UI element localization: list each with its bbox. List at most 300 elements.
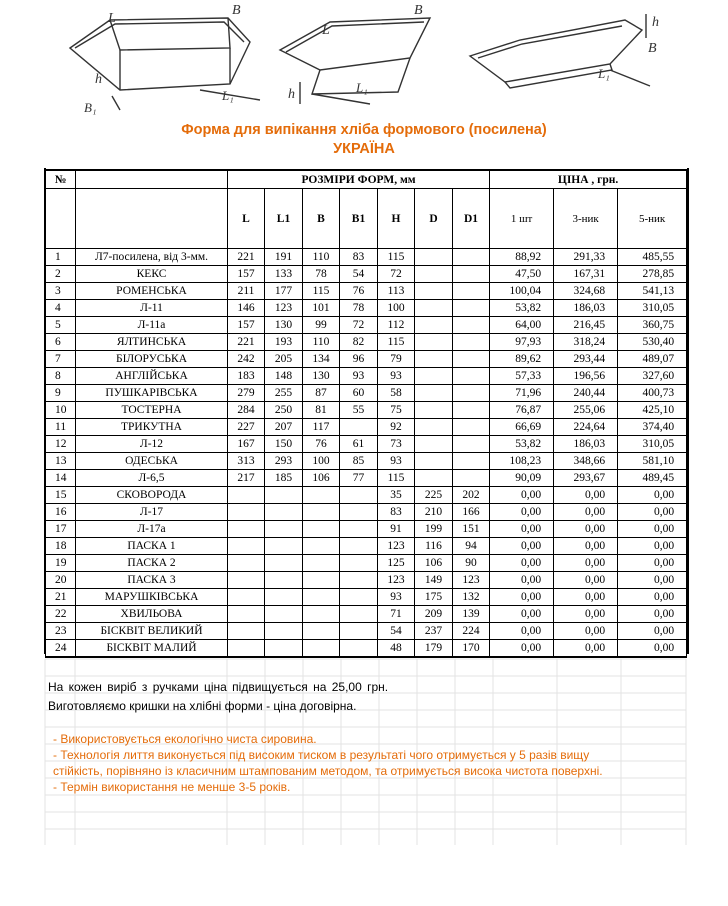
cell-B1 — [340, 572, 378, 589]
cell-B — [303, 555, 340, 572]
cell-B1 — [340, 419, 378, 436]
table-row — [46, 300, 687, 317]
cell-D — [415, 317, 453, 334]
cell-B: 87 — [303, 385, 340, 402]
cell-L — [228, 504, 265, 521]
features-list — [53, 731, 693, 795]
cell-D: 237 — [415, 623, 453, 640]
cell-name: ЯЛТИНСЬКА — [76, 334, 228, 351]
cell-p1: 88,92 — [490, 249, 554, 266]
table-row — [46, 504, 687, 521]
cell-D — [415, 402, 453, 419]
cell-n: 19 — [46, 555, 76, 572]
cell-B1: 54 — [340, 266, 378, 283]
cell-p3: 240,44 — [554, 385, 618, 402]
cell-B1: 55 — [340, 402, 378, 419]
cell-L: 157 — [228, 317, 265, 334]
feature-item: - Використовується екологічно чиста сировина. — [53, 732, 317, 746]
cell-D — [415, 334, 453, 351]
cell-L: 211 — [228, 283, 265, 300]
cell-p3: 348,66 — [554, 453, 618, 470]
cell-B: 100 — [303, 453, 340, 470]
table-row — [46, 419, 687, 436]
cell-H: 71 — [378, 606, 415, 623]
cell-D1 — [453, 266, 490, 283]
cell-name: АНГЛІЙСЬКА — [76, 368, 228, 385]
cell-L — [228, 572, 265, 589]
cell-L: 242 — [228, 351, 265, 368]
cell-n: 11 — [46, 419, 76, 436]
cell-B: 106 — [303, 470, 340, 487]
table-row — [46, 623, 687, 640]
cell-B1 — [340, 487, 378, 504]
cell-H: 112 — [378, 317, 415, 334]
cell-p5: 0,00 — [618, 504, 687, 521]
cell-D1 — [453, 368, 490, 385]
cell-p5: 0,00 — [618, 606, 687, 623]
cell-p1: 97,93 — [490, 334, 554, 351]
cell-L: 146 — [228, 300, 265, 317]
cell-H: 113 — [378, 283, 415, 300]
cell-D1 — [453, 351, 490, 368]
cell-name: ТОСТЕРНА — [76, 402, 228, 419]
cell-H: 91 — [378, 521, 415, 538]
table-row — [46, 402, 687, 419]
cell-B1: 82 — [340, 334, 378, 351]
cell-D — [415, 351, 453, 368]
cell-D — [415, 385, 453, 402]
cell-B1 — [340, 504, 378, 521]
cell-D1 — [453, 249, 490, 266]
cell-B: 117 — [303, 419, 340, 436]
cell-D1 — [453, 334, 490, 351]
cell-n: 3 — [46, 283, 76, 300]
cell-p1: 0,00 — [490, 589, 554, 606]
table-row — [46, 572, 687, 589]
cell-p5: 485,55 — [618, 249, 687, 266]
cell-p5: 0,00 — [618, 521, 687, 538]
cell-L: 183 — [228, 368, 265, 385]
header-price-5: 5-ник — [618, 189, 687, 249]
cell-B1: 83 — [340, 249, 378, 266]
cell-L: 279 — [228, 385, 265, 402]
cell-H: 72 — [378, 266, 415, 283]
table-row — [46, 249, 687, 266]
cell-p3: 186,03 — [554, 436, 618, 453]
cell-p3: 291,33 — [554, 249, 618, 266]
table-row — [46, 470, 687, 487]
cell-p3: 255,06 — [554, 402, 618, 419]
cell-H: 35 — [378, 487, 415, 504]
cell-n: 21 — [46, 589, 76, 606]
cell-D: 116 — [415, 538, 453, 555]
cell-B1: 72 — [340, 317, 378, 334]
svg-text:L₁: L₁ — [222, 88, 234, 103]
cell-n: 6 — [46, 334, 76, 351]
table-row — [46, 283, 687, 300]
cell-D: 149 — [415, 572, 453, 589]
cell-p3: 0,00 — [554, 606, 618, 623]
cell-p1: 108,23 — [490, 453, 554, 470]
cell-D — [415, 453, 453, 470]
table-row — [46, 589, 687, 606]
cell-n: 13 — [46, 453, 76, 470]
cell-D: 209 — [415, 606, 453, 623]
svg-text:B₁: B₁ — [84, 100, 97, 115]
cell-H: 115 — [378, 249, 415, 266]
cell-H: 115 — [378, 470, 415, 487]
cell-name: ОДЕСЬКА — [76, 453, 228, 470]
svg-text:L₁: L₁ — [356, 80, 368, 95]
cell-n: 17 — [46, 521, 76, 538]
header-col-B: B — [303, 189, 340, 249]
cell-L1 — [265, 504, 303, 521]
cell-L1: 293 — [265, 453, 303, 470]
cell-p3: 293,44 — [554, 351, 618, 368]
header-no-sub — [46, 189, 76, 249]
cell-L1 — [265, 606, 303, 623]
cell-name: Л-17а — [76, 521, 228, 538]
header-col-L: L — [228, 189, 265, 249]
cell-p1: 0,00 — [490, 572, 554, 589]
cell-name: ХВИЛЬОВА — [76, 606, 228, 623]
header-col-H: H — [378, 189, 415, 249]
header-col-B1: B1 — [340, 189, 378, 249]
cell-name: МАРУШКІВСЬКА — [76, 589, 228, 606]
cell-D — [415, 436, 453, 453]
cell-H: 54 — [378, 623, 415, 640]
cell-n: 10 — [46, 402, 76, 419]
header-price-1: 1 шт — [490, 189, 554, 249]
cell-p5: 0,00 — [618, 572, 687, 589]
svg-text:B: B — [232, 3, 241, 18]
cell-name: СКОВОРОДА — [76, 487, 228, 504]
cell-D — [415, 300, 453, 317]
table-row — [46, 368, 687, 385]
cell-L: 157 — [228, 266, 265, 283]
cell-L1 — [265, 487, 303, 504]
cell-p1: 100,04 — [490, 283, 554, 300]
cell-p5: 0,00 — [618, 538, 687, 555]
cell-B1 — [340, 521, 378, 538]
cell-p5: 310,05 — [618, 436, 687, 453]
cell-D1: 94 — [453, 538, 490, 555]
cell-L: 217 — [228, 470, 265, 487]
cell-H: 93 — [378, 453, 415, 470]
cell-D1: 90 — [453, 555, 490, 572]
svg-text:L: L — [322, 23, 330, 38]
cell-p3: 0,00 — [554, 623, 618, 640]
cell-name: ПАСКА 1 — [76, 538, 228, 555]
cell-B — [303, 640, 340, 658]
cell-name: Л-17 — [76, 504, 228, 521]
cell-L1 — [265, 640, 303, 658]
cell-D1: 166 — [453, 504, 490, 521]
cell-D1: 123 — [453, 572, 490, 589]
cell-H: 100 — [378, 300, 415, 317]
svg-text:h: h — [95, 72, 102, 87]
cell-B1: 76 — [340, 283, 378, 300]
cell-name: Л7-посилена, від 3-мм. — [76, 249, 228, 266]
table-row — [46, 555, 687, 572]
feature-item: - Технологія лиття виконується під високим тиском в результаті чого отримується у 5 разів вищу — [53, 748, 590, 762]
cell-name: ПАСКА 2 — [76, 555, 228, 572]
cell-B — [303, 521, 340, 538]
cell-n: 4 — [46, 300, 76, 317]
cell-D1 — [453, 453, 490, 470]
table-row — [46, 487, 687, 504]
cell-L — [228, 623, 265, 640]
cell-L1: 130 — [265, 317, 303, 334]
cell-L — [228, 487, 265, 504]
cell-n: 14 — [46, 470, 76, 487]
cell-p5: 0,00 — [618, 640, 687, 658]
cell-B: 81 — [303, 402, 340, 419]
cell-p3: 293,67 — [554, 470, 618, 487]
table-row — [46, 385, 687, 402]
cell-L — [228, 640, 265, 658]
cell-name: КЕКС — [76, 266, 228, 283]
cell-L: 284 — [228, 402, 265, 419]
header-col-L1: L1 — [265, 189, 303, 249]
table-row — [46, 521, 687, 538]
cell-L1: 255 — [265, 385, 303, 402]
svg-text:h: h — [652, 15, 659, 30]
cell-L1 — [265, 555, 303, 572]
cell-L1 — [265, 589, 303, 606]
cell-p3: 0,00 — [554, 504, 618, 521]
cell-n: 24 — [46, 640, 76, 658]
cell-n: 20 — [46, 572, 76, 589]
cell-p1: 0,00 — [490, 487, 554, 504]
cell-B1 — [340, 555, 378, 572]
header-name-sub — [76, 189, 228, 249]
cell-n: 15 — [46, 487, 76, 504]
cell-p3: 318,24 — [554, 334, 618, 351]
cell-L1: 205 — [265, 351, 303, 368]
cell-L: 221 — [228, 249, 265, 266]
cell-L: 313 — [228, 453, 265, 470]
cell-n: 22 — [46, 606, 76, 623]
cell-L1: 191 — [265, 249, 303, 266]
cell-H: 125 — [378, 555, 415, 572]
feature-item: стійкість, порівняно із класичним штампованим методом, та отримується висока чистота поверхні. — [53, 764, 603, 778]
cell-name: Л-6,5 — [76, 470, 228, 487]
cell-p1: 57,33 — [490, 368, 554, 385]
cell-H: 73 — [378, 436, 415, 453]
cell-p1: 0,00 — [490, 640, 554, 658]
cell-p3: 0,00 — [554, 640, 618, 658]
cell-p3: 0,00 — [554, 589, 618, 606]
cell-name: БІСКВІТ ВЕЛИКИЙ — [76, 623, 228, 640]
table-header-row-2 — [46, 189, 687, 249]
cell-H: 75 — [378, 402, 415, 419]
cell-p5: 374,40 — [618, 419, 687, 436]
cell-p5: 0,00 — [618, 589, 687, 606]
cell-p3: 186,03 — [554, 300, 618, 317]
cell-D — [415, 368, 453, 385]
cell-name: ТРИКУТНА — [76, 419, 228, 436]
cell-p1: 89,62 — [490, 351, 554, 368]
cell-H: 58 — [378, 385, 415, 402]
cell-p3: 0,00 — [554, 538, 618, 555]
cell-p1: 71,96 — [490, 385, 554, 402]
cell-D1 — [453, 402, 490, 419]
cell-B: 110 — [303, 334, 340, 351]
cell-B1 — [340, 640, 378, 658]
cell-p3: 196,56 — [554, 368, 618, 385]
cell-B — [303, 606, 340, 623]
cell-name: Л-11а — [76, 317, 228, 334]
cell-L1: 148 — [265, 368, 303, 385]
cell-p5: 0,00 — [618, 555, 687, 572]
cell-D: 210 — [415, 504, 453, 521]
cell-L — [228, 555, 265, 572]
cell-p3: 224,64 — [554, 419, 618, 436]
cell-B — [303, 572, 340, 589]
cell-L — [228, 589, 265, 606]
cell-B: 110 — [303, 249, 340, 266]
cell-p5: 425,10 — [618, 402, 687, 419]
cell-H: 79 — [378, 351, 415, 368]
cell-D1 — [453, 300, 490, 317]
svg-text:h: h — [288, 87, 295, 102]
cell-L1: 250 — [265, 402, 303, 419]
cell-p5: 278,85 — [618, 266, 687, 283]
cell-p1: 66,69 — [490, 419, 554, 436]
cell-B1 — [340, 538, 378, 555]
page-subtitle-country: УКРАЇНА — [333, 141, 395, 157]
page-title: Форма для випікання хліба формового (посилена) — [181, 122, 547, 138]
cell-n: 2 — [46, 266, 76, 283]
cell-L1 — [265, 521, 303, 538]
cell-B1: 96 — [340, 351, 378, 368]
svg-text:B: B — [648, 41, 657, 56]
cell-H: 123 — [378, 538, 415, 555]
cell-B1: 93 — [340, 368, 378, 385]
cell-n: 9 — [46, 385, 76, 402]
cell-p1: 0,00 — [490, 538, 554, 555]
cell-L1 — [265, 538, 303, 555]
cell-n: 7 — [46, 351, 76, 368]
cell-D: 179 — [415, 640, 453, 658]
note-handles-surcharge: На кожен виріб з ручками ціна підвищується на 25,00 грн. — [48, 680, 389, 694]
cell-n: 8 — [46, 368, 76, 385]
cell-name: РОМЕНСЬКА — [76, 283, 228, 300]
cell-p5: 530,40 — [618, 334, 687, 351]
table-row — [46, 266, 687, 283]
cell-B — [303, 589, 340, 606]
cell-B — [303, 623, 340, 640]
cell-p5: 400,73 — [618, 385, 687, 402]
cell-p3: 167,31 — [554, 266, 618, 283]
header-no: № — [46, 170, 76, 189]
svg-text:L: L — [108, 11, 116, 26]
cell-B1 — [340, 606, 378, 623]
drawing-form-2 — [280, 3, 430, 104]
cell-p1: 53,82 — [490, 436, 554, 453]
feature-item: - Термін використання не менше 3-5 років. — [53, 780, 291, 794]
table-row — [46, 436, 687, 453]
cell-L1: 207 — [265, 419, 303, 436]
cell-p5: 489,45 — [618, 470, 687, 487]
cell-p5: 489,07 — [618, 351, 687, 368]
cell-name: Л-11 — [76, 300, 228, 317]
price-table — [45, 169, 687, 658]
cell-name: Л-12 — [76, 436, 228, 453]
drawing-form-1 — [70, 3, 260, 115]
cell-n: 18 — [46, 538, 76, 555]
svg-text:L₁: L₁ — [598, 66, 610, 81]
cell-p1: 64,00 — [490, 317, 554, 334]
cell-p1: 0,00 — [490, 555, 554, 572]
cell-H: 83 — [378, 504, 415, 521]
cell-L1: 150 — [265, 436, 303, 453]
cell-B1 — [340, 589, 378, 606]
cell-D1: 151 — [453, 521, 490, 538]
table-row — [46, 453, 687, 470]
cell-p3: 0,00 — [554, 572, 618, 589]
cell-D — [415, 266, 453, 283]
cell-H: 48 — [378, 640, 415, 658]
cell-H: 93 — [378, 368, 415, 385]
cell-L1 — [265, 623, 303, 640]
table-row — [46, 640, 687, 658]
cell-D — [415, 419, 453, 436]
cell-B: 101 — [303, 300, 340, 317]
cell-L1: 133 — [265, 266, 303, 283]
cell-B: 130 — [303, 368, 340, 385]
cell-D1: 132 — [453, 589, 490, 606]
cell-D1: 202 — [453, 487, 490, 504]
cell-p5: 0,00 — [618, 487, 687, 504]
cell-D1 — [453, 419, 490, 436]
cell-p5: 360,75 — [618, 317, 687, 334]
cell-B: 115 — [303, 283, 340, 300]
cell-L — [228, 521, 265, 538]
cell-p3: 0,00 — [554, 555, 618, 572]
header-name — [76, 170, 228, 189]
header-price-3: 3-ник — [554, 189, 618, 249]
cell-B: 99 — [303, 317, 340, 334]
cell-L1 — [265, 572, 303, 589]
cell-D1: 139 — [453, 606, 490, 623]
cell-p1: 0,00 — [490, 521, 554, 538]
cell-D1 — [453, 283, 490, 300]
cell-B: 78 — [303, 266, 340, 283]
cell-H: 92 — [378, 419, 415, 436]
cell-n: 16 — [46, 504, 76, 521]
cell-B: 134 — [303, 351, 340, 368]
cell-L: 221 — [228, 334, 265, 351]
cell-D1 — [453, 470, 490, 487]
table-row — [46, 317, 687, 334]
cell-p1: 47,50 — [490, 266, 554, 283]
cell-B1: 60 — [340, 385, 378, 402]
cell-D — [415, 283, 453, 300]
header-col-D1: D1 — [453, 189, 490, 249]
cell-p1: 0,00 — [490, 623, 554, 640]
cell-B1: 77 — [340, 470, 378, 487]
cell-D: 225 — [415, 487, 453, 504]
cell-D: 199 — [415, 521, 453, 538]
drawing-form-3 — [470, 14, 659, 88]
cell-D1: 170 — [453, 640, 490, 658]
header-price: ЦІНА , грн. — [490, 170, 687, 189]
table-row — [46, 351, 687, 368]
header-sizes: РОЗМІРИ ФОРМ, мм — [228, 170, 490, 189]
cell-n: 5 — [46, 317, 76, 334]
